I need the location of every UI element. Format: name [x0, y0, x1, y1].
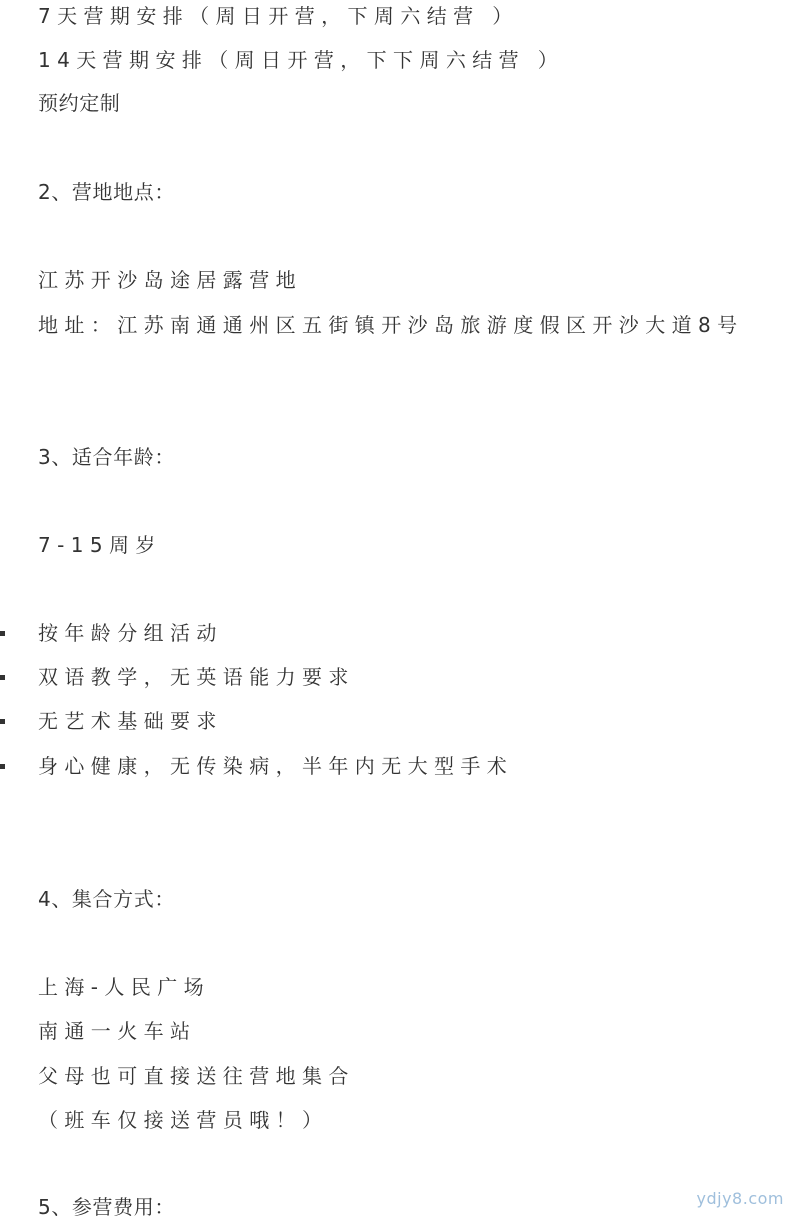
list-item: 按年龄分组活动	[38, 621, 223, 645]
assembly-heading: 4、集合方式：	[38, 887, 175, 911]
age-heading: 3、适合年龄：	[38, 445, 175, 469]
schedule-7day-line: 7天营期安排（周日开营，下周六结营 ）	[38, 4, 519, 28]
location-address: 地址：江苏南通通州区五街镇开沙岛旅游度假区开沙大道8号	[38, 313, 744, 337]
assembly-note: （班车仅接送营员哦！）	[38, 1108, 329, 1132]
bullet-marker	[0, 764, 5, 769]
list-item: 身心健康，无传染病，半年内无大型手术	[38, 754, 514, 778]
location-name: 江苏开沙岛途居露营地	[38, 268, 302, 292]
age-range: 7-15周岁	[38, 533, 162, 557]
bullet-marker	[0, 719, 5, 724]
assembly-point: 南通一火车站	[38, 1019, 197, 1043]
list-item: 无艺术基础要求	[38, 709, 223, 733]
assembly-point: 父母也可直接送往营地集合	[38, 1064, 355, 1088]
assembly-point: 上海-人民广场	[38, 975, 211, 999]
schedule-14day-line: 14天营期安排（周日开营，下下周六结营 ）	[38, 48, 565, 72]
list-item: 双语教学，无英语能力要求	[38, 665, 355, 689]
bullet-marker	[0, 675, 5, 680]
bullet-marker	[0, 631, 5, 636]
site-watermark: ydjy8.com	[696, 1189, 784, 1208]
location-heading: 2、营地地点：	[38, 180, 175, 204]
schedule-custom-line: 预约定制	[38, 91, 121, 115]
fee-heading: 5、参营费用：	[38, 1195, 175, 1219]
